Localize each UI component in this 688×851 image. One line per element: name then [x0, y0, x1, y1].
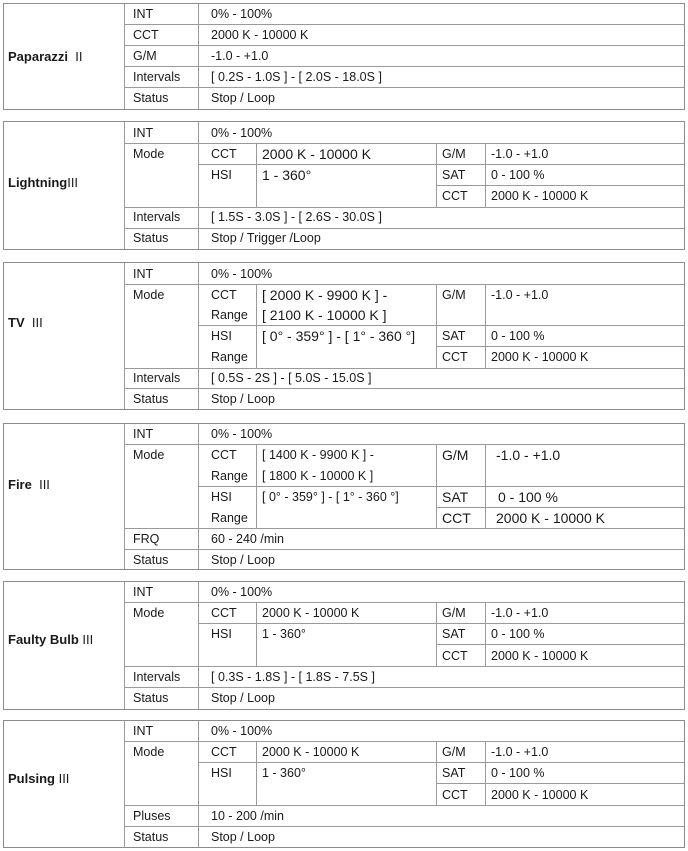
tv-table — [3, 262, 685, 410]
sat-value: 0 - 100 % — [498, 489, 558, 505]
cct2-label: CCT — [442, 788, 468, 802]
hsi-value: 1 - 360° — [262, 167, 312, 183]
mode-label: Mode — [133, 745, 165, 759]
status-value: Stop / Loop — [211, 830, 275, 844]
lightning-table — [3, 121, 685, 250]
range-label: Range — [211, 469, 248, 483]
hsi-label: HSI — [211, 168, 232, 182]
gm-label: G/M — [442, 447, 469, 463]
row-label: G/M — [133, 49, 157, 63]
pulsing-table — [3, 720, 685, 848]
int-value: 0% - 100% — [211, 585, 273, 599]
cct-label: CCT — [211, 745, 237, 759]
range-label: Range — [211, 350, 248, 364]
cct2-value: 2000 K - 10000 K — [491, 788, 589, 802]
cct-label: CCT — [211, 448, 237, 462]
cct-label: CCT — [211, 606, 237, 620]
int-label: INT — [133, 585, 154, 599]
effect-name: Faulty Bulb III — [8, 632, 94, 647]
sat-value: 0 - 100 % — [491, 766, 545, 780]
cct2-value: 2000 K - 10000 K — [491, 649, 589, 663]
status-value: Stop / Loop — [211, 553, 275, 567]
hsi-range-value: [ 0° - 359° ] - [ 1° - 360 °] — [262, 328, 416, 344]
int-label: INT — [133, 267, 154, 281]
status-label: Status — [133, 392, 169, 406]
row-label: INT — [133, 7, 154, 21]
sat-label: SAT — [442, 168, 466, 182]
range-label: Range — [211, 308, 248, 322]
cct-range-value: [ 2100 K - 10000 K ] — [262, 307, 387, 323]
cct-range-value: [ 1400 K - 9900 K ] - — [262, 448, 374, 462]
sat-value: 0 - 100 % — [491, 329, 545, 343]
effect-name: TV III — [8, 315, 43, 330]
gm-value: -1.0 - +1.0 — [491, 745, 549, 759]
status-label: Status — [133, 830, 169, 844]
sat-label: SAT — [442, 329, 466, 343]
cct-value: 2000 K - 10000 K — [262, 606, 360, 620]
sat-label: SAT — [442, 489, 469, 505]
sat-value: 0 - 100 % — [491, 168, 545, 182]
cct2-label: CCT — [442, 649, 468, 663]
paparazzi-table — [3, 3, 685, 110]
row-value: 0% - 100% — [211, 7, 273, 21]
cct-value: 2000 K - 10000 K — [262, 745, 360, 759]
effect-name: Pulsing III — [8, 771, 70, 786]
cct-range-value: [ 1800 K - 10000 K ] — [262, 469, 374, 483]
hsi-value: 1 - 360° — [262, 766, 306, 780]
cct2-label: CCT — [442, 189, 468, 203]
int-value: 0% - 100% — [211, 724, 273, 738]
int-value: 0% - 100% — [211, 126, 273, 140]
intervals-value: [ 1.5S - 3.0S ] - [ 2.6S - 30.0S ] — [211, 210, 382, 224]
gm-label: G/M — [442, 147, 466, 161]
intervals-label: Intervals — [133, 210, 181, 224]
int-value: 0% - 100% — [211, 427, 273, 441]
row-value: -1.0 - +1.0 — [211, 49, 269, 63]
int-label: INT — [133, 126, 154, 140]
mode-label: Mode — [133, 448, 165, 462]
mode-label: Mode — [133, 606, 165, 620]
cct2-label: CCT — [442, 510, 471, 526]
effect-name: LightningIII — [8, 175, 79, 190]
gm-label: G/M — [442, 745, 466, 759]
gm-label: G/M — [442, 288, 466, 302]
hsi-range-value: [ 0° - 359° ] - [ 1° - 360 °] — [262, 490, 399, 504]
mode-label: Mode — [133, 288, 165, 302]
row-label: CCT — [133, 28, 159, 42]
fire-table — [3, 423, 685, 570]
row-value: 2000 K - 10000 K — [211, 28, 309, 42]
gm-value: -1.0 - +1.0 — [496, 447, 561, 463]
cct2-value: 2000 K - 10000 K — [491, 350, 589, 364]
cct2-value: 2000 K - 10000 K — [491, 189, 589, 203]
int-label: INT — [133, 427, 154, 441]
gm-value: -1.0 - +1.0 — [491, 147, 549, 161]
gm-value: -1.0 - +1.0 — [491, 288, 549, 302]
cct-label: CCT — [211, 288, 237, 302]
pluses-value: 10 - 200 /min — [211, 809, 284, 823]
status-label: Status — [133, 553, 169, 567]
range-label: Range — [211, 511, 248, 525]
hsi-label: HSI — [211, 329, 232, 343]
frq-label: FRQ — [133, 532, 160, 546]
faulty-bulb-table — [3, 581, 685, 710]
status-label: Status — [133, 691, 169, 705]
cct2-label: CCT — [442, 350, 468, 364]
intervals-value: [ 0.3S - 1.8S ] - [ 1.8S - 7.5S ] — [211, 670, 375, 684]
hsi-label: HSI — [211, 490, 232, 504]
effect-name: Paparazzi II — [8, 49, 83, 64]
intervals-label: Intervals — [133, 371, 181, 385]
sat-value: 0 - 100 % — [491, 627, 545, 641]
row-value: [ 0.2S - 1.0S ] - [ 2.0S - 18.0S ] — [211, 70, 382, 84]
sat-label: SAT — [442, 766, 466, 780]
hsi-label: HSI — [211, 766, 232, 780]
status-value: Stop / Loop — [211, 392, 275, 406]
cct-range-value: [ 2000 K - 9900 K ] - — [262, 287, 388, 303]
hsi-label: HSI — [211, 627, 232, 641]
intervals-label: Intervals — [133, 670, 181, 684]
cct-value: 2000 K - 10000 K — [262, 146, 371, 162]
row-label: Intervals — [133, 70, 181, 84]
row-value: Stop / Loop — [211, 91, 275, 105]
gm-label: G/M — [442, 606, 466, 620]
status-value: Stop / Loop — [211, 691, 275, 705]
cct-label: CCT — [211, 147, 237, 161]
row-label: Status — [133, 91, 169, 105]
mode-label: Mode — [133, 147, 165, 161]
int-label: INT — [133, 724, 154, 738]
cct2-value: 2000 K - 10000 K — [496, 510, 605, 526]
gm-value: -1.0 - +1.0 — [491, 606, 549, 620]
intervals-value: [ 0.5S - 2S ] - [ 5.0S - 15.0S ] — [211, 371, 372, 385]
status-label: Status — [133, 231, 169, 245]
int-value: 0% - 100% — [211, 267, 273, 281]
sat-label: SAT — [442, 627, 466, 641]
pluses-label: Pluses — [133, 809, 171, 823]
frq-value: 60 - 240 /min — [211, 532, 284, 546]
hsi-value: 1 - 360° — [262, 627, 306, 641]
status-value: Stop / Trigger /Loop — [211, 231, 321, 245]
effect-name: Fire III — [8, 477, 50, 492]
